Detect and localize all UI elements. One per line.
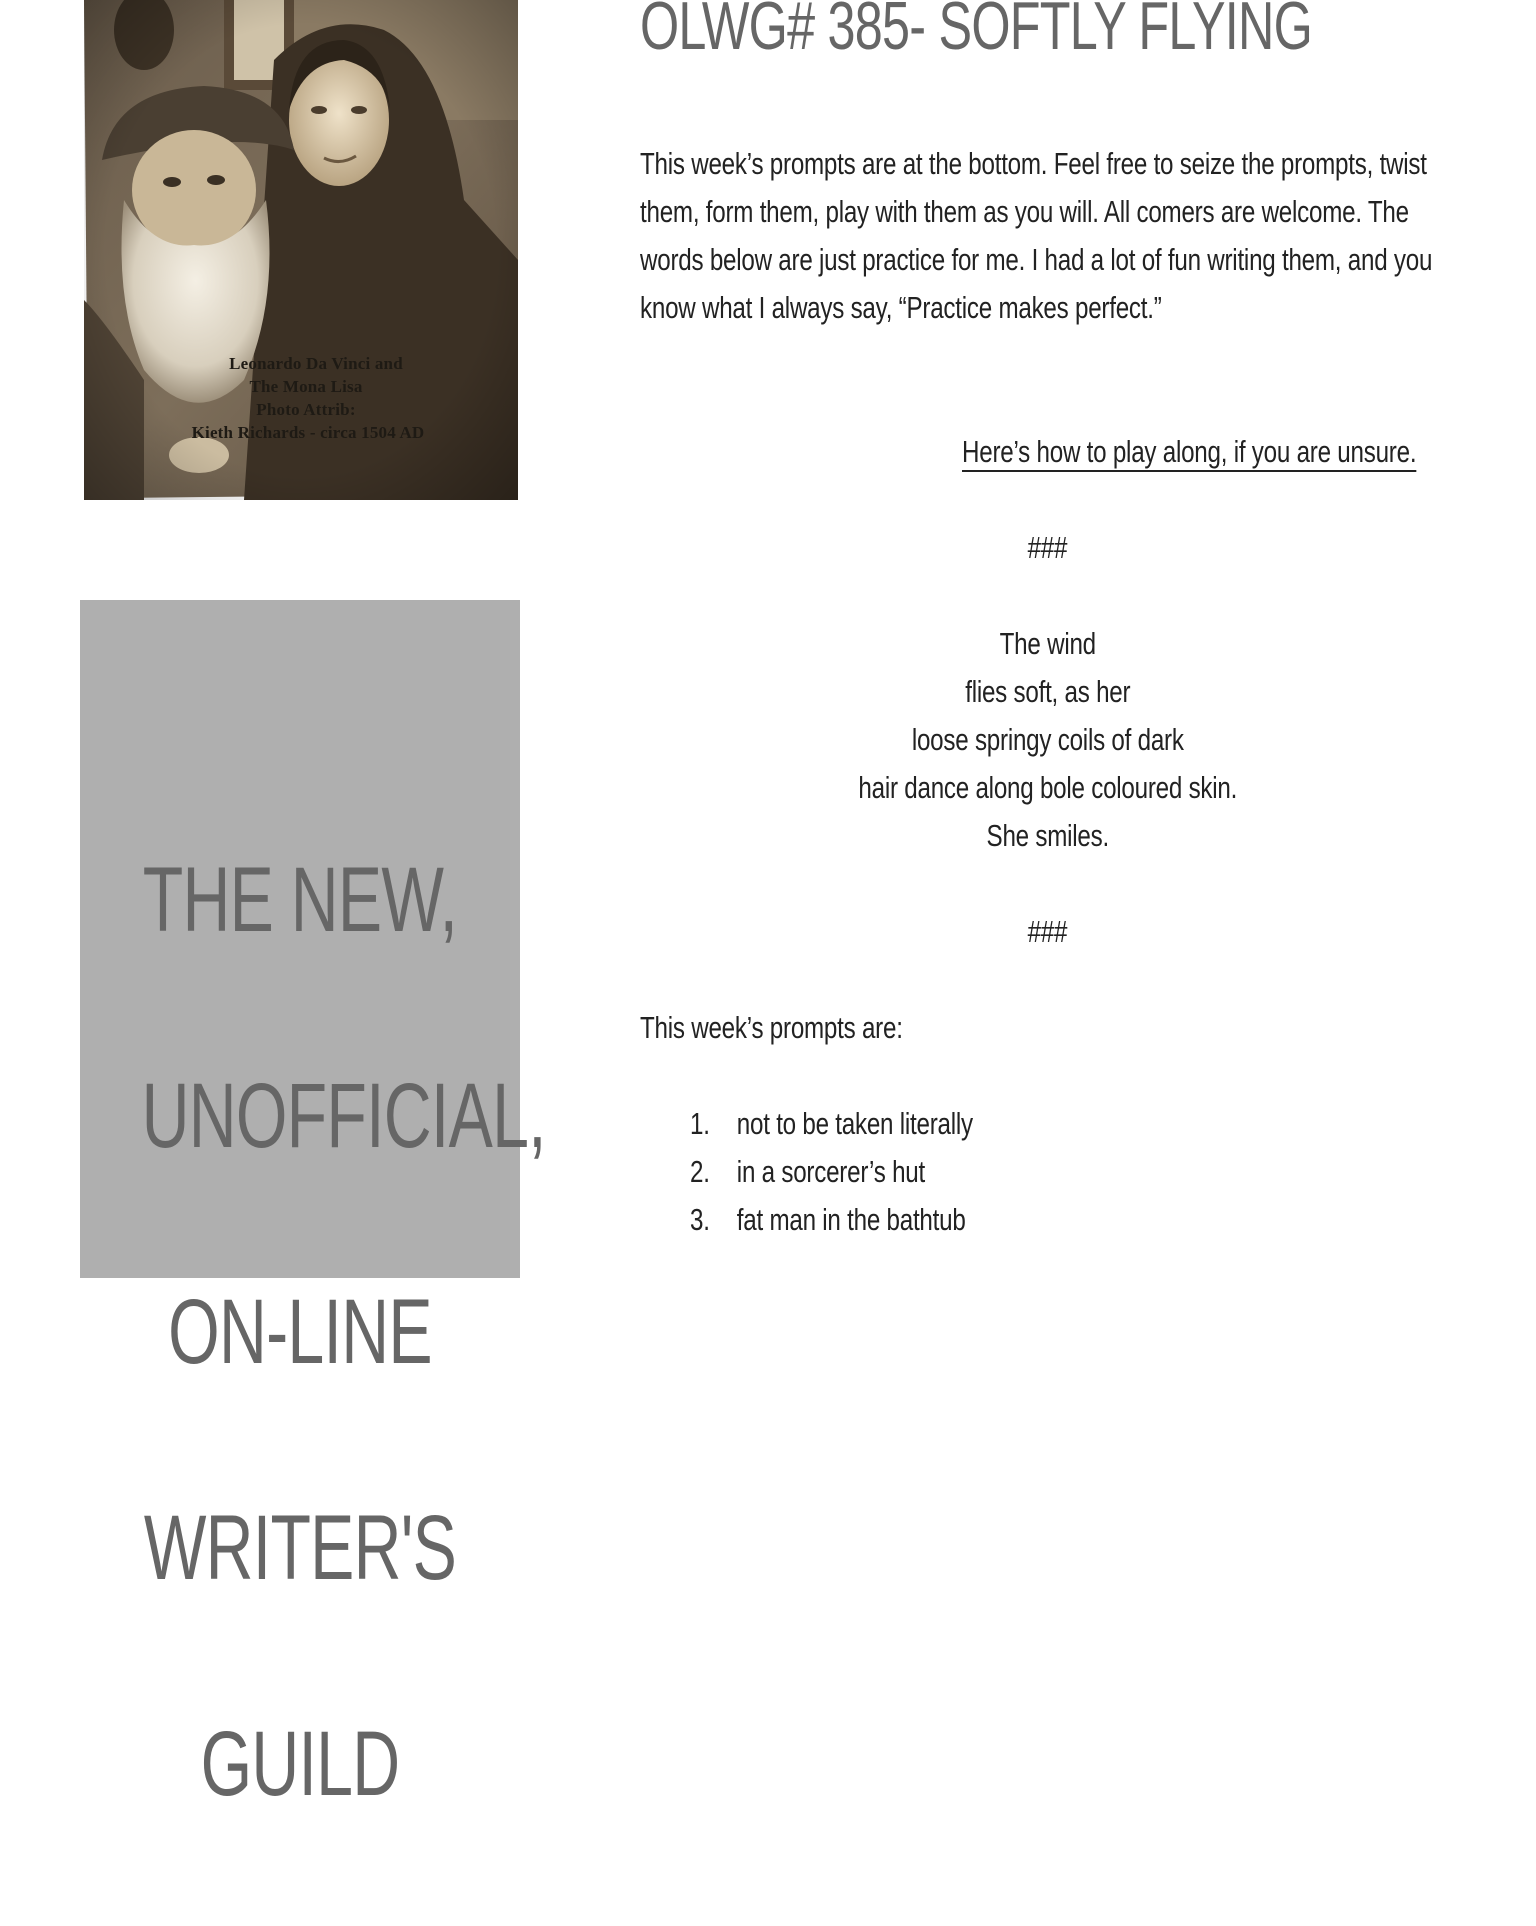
guild-title xyxy=(141,738,546,1926)
list-item xyxy=(690,1100,973,1148)
poem-line: loose springy coils of dark xyxy=(911,722,1184,757)
separator-text: ### xyxy=(1027,530,1068,565)
list-item xyxy=(690,1148,973,1196)
poem-line: She smiles. xyxy=(986,818,1109,853)
separator xyxy=(640,524,1455,572)
intro-paragraph: This week’s prompts are at the bottom. Feel free to seize the prompts, twist them, form them, play with them as you will. All comers are welcome. The words below are just practice for me. I had a lot of fun writing them, and you know what I always say, “Practice makes perfect.” xyxy=(640,146,1433,325)
guild-title-line: WRITER'S xyxy=(143,1497,457,1599)
guild-title-line: ON-LINE xyxy=(168,1281,432,1383)
prompt-list xyxy=(690,1100,973,1244)
how-to-play-link[interactable]: Here’s how to play along, if you are unsure. xyxy=(962,434,1417,469)
separator xyxy=(640,908,1455,956)
guild-title-line: GUILD xyxy=(200,1713,400,1815)
list-item xyxy=(690,1196,973,1244)
list-number: 1. xyxy=(690,1106,710,1141)
prompt-text: fat man in the bathtub xyxy=(736,1202,966,1237)
poem-line: hair dance along bole coloured skin. xyxy=(858,770,1237,805)
caption-line: Photo Attrib: xyxy=(256,400,356,419)
prompt-text: not to be taken literally xyxy=(736,1106,973,1141)
prompts-intro: This week’s prompts are: xyxy=(640,1010,903,1045)
list-number: 3. xyxy=(690,1202,710,1237)
guild-banner xyxy=(80,600,546,1815)
post-title: OLWG# 385- SOFTLY FLYING xyxy=(640,0,1313,64)
poem xyxy=(640,620,1455,860)
poem-line: The wind xyxy=(999,626,1096,661)
poem-line: flies soft, as her xyxy=(964,674,1131,709)
prompt-text: in a sorcerer’s hut xyxy=(736,1154,925,1189)
list-number: 2. xyxy=(690,1154,710,1189)
caption-line: Kieth Richards - circa 1504 AD xyxy=(191,423,425,442)
guild-title-line: THE NEW, xyxy=(142,849,458,951)
caption-line: Leonardo Da Vinci and xyxy=(229,354,403,373)
photo-caption xyxy=(84,352,518,444)
caption-line: The Mona Lisa xyxy=(249,377,363,396)
guild-title-line: UNOFFICIAL, xyxy=(141,1065,546,1167)
sepia-photo xyxy=(84,0,518,500)
separator-text: ### xyxy=(1027,914,1068,949)
